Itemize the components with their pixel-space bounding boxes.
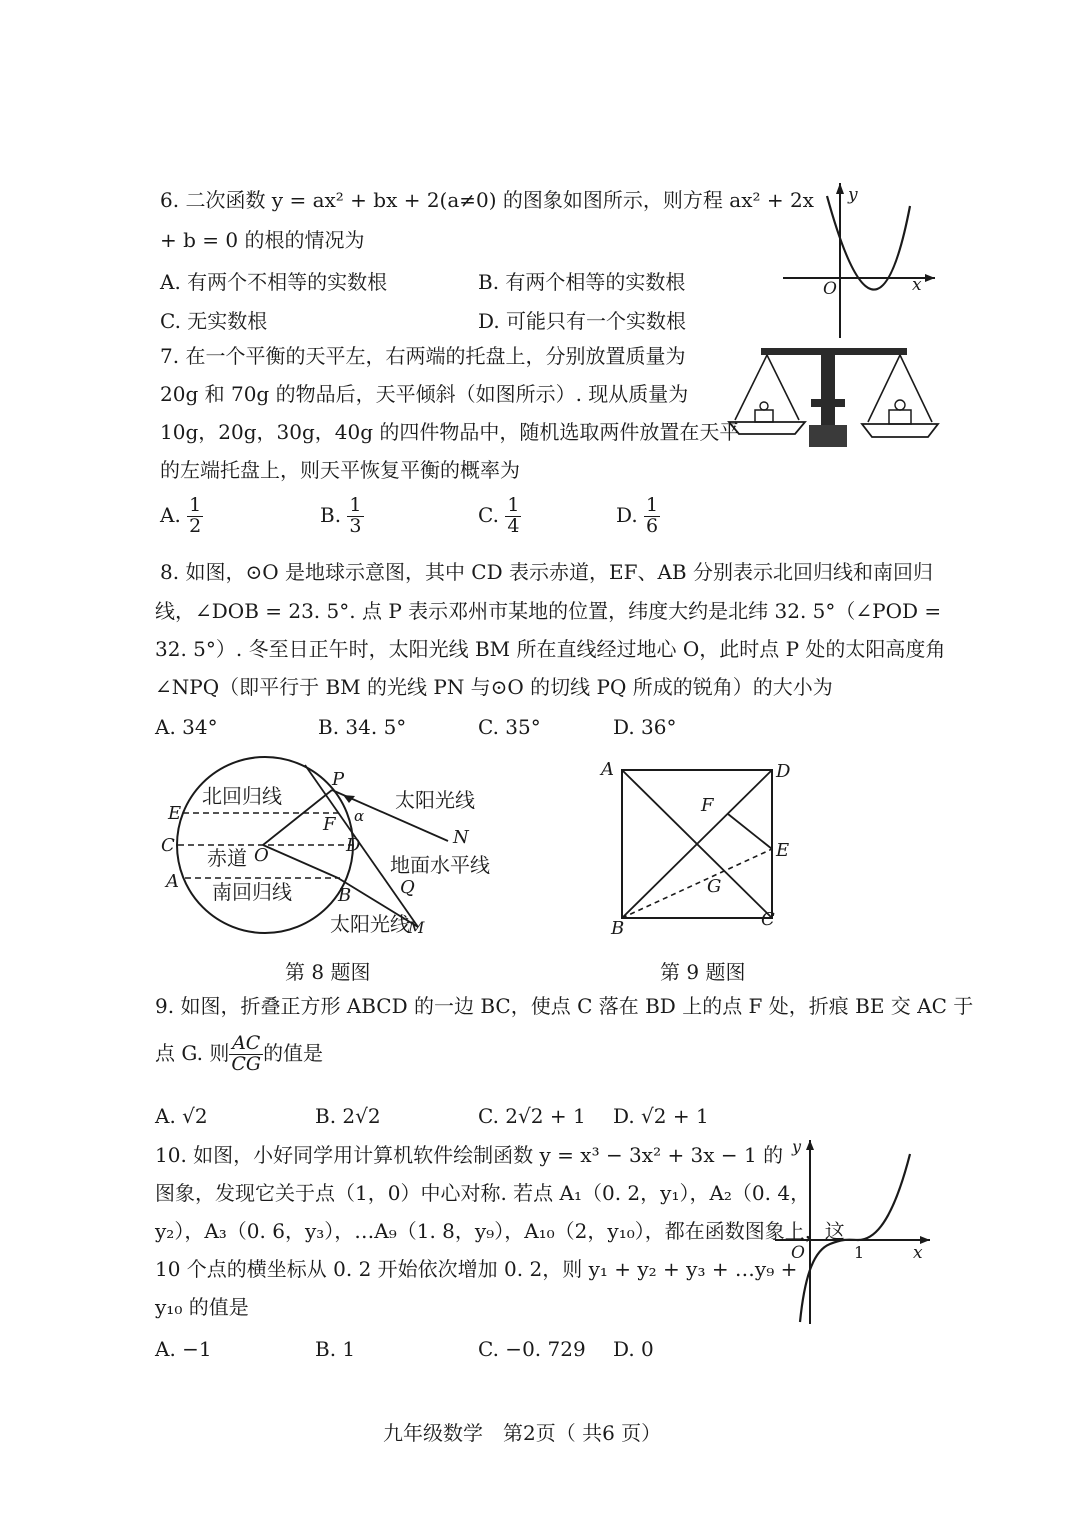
- q9-ratio-fraction: [229, 1034, 263, 1075]
- q8-option-d: D. 36°: [613, 715, 677, 739]
- q8-label-Q: Q: [400, 877, 415, 898]
- q9-line2-prefix: 点 G. 则: [155, 1040, 230, 1065]
- q9-line1: 9. 如图，折叠正方形 ABCD 的一边 BC，使点 C 落在 BD 上的点 F 处，折痕 BE 交 AC 于: [155, 994, 974, 1018]
- q7-right-weight-knob: [895, 400, 905, 410]
- q6-fig-y-label: y: [848, 185, 858, 205]
- q10-line4: 10 个点的横坐标从 0. 2 开始依次增加 0. 2，则 y₁ + y₂ + y₃ + …y₉ +: [155, 1257, 798, 1281]
- q6-fig-x-label: x: [912, 275, 922, 295]
- q7-left-pan: [729, 422, 805, 434]
- q9-crease-BE: [622, 849, 772, 918]
- q7-right-string-1: [868, 355, 900, 422]
- q7-option-d-denominator: 6: [646, 514, 659, 537]
- q7-option-c: [478, 496, 521, 537]
- q10-fig-y-label: y: [792, 1137, 802, 1156]
- q8-earth-figure: [150, 755, 510, 945]
- q7-balance-pillar-bottom: [821, 407, 835, 425]
- q9-line2-suffix: 的值是: [263, 1040, 324, 1065]
- q9-option-c: C. 2√2 + 1: [478, 1104, 586, 1128]
- q10-fig-one-label: 1: [854, 1243, 865, 1262]
- q10-fig-origin-label: O: [791, 1243, 805, 1263]
- page-footer: 九年级数学 第2页（ 共6 页）: [383, 1421, 662, 1445]
- q8-label-A: A: [166, 871, 179, 892]
- q10-option-d: D. 0: [613, 1337, 654, 1361]
- q7-option-b-numerator: 1: [349, 494, 362, 516]
- q9-label-F: F: [701, 795, 714, 816]
- q10-line2: 图象，发现它关于点（1，0）中心对称. 若点 A₁（0. 2，y₁），A₂（0. 4，: [155, 1181, 811, 1205]
- q9-ratio-denominator: CG: [231, 1052, 262, 1075]
- q8-line1: 8. 如图，⊙O 是地球示意图，其中 CD 表示赤道，EF、AB 分别表示北回归线和南回归: [160, 560, 933, 584]
- q7-option-b-label: B.: [320, 502, 342, 527]
- q7-option-d-label: D.: [616, 502, 638, 527]
- q8-label-B: B: [338, 885, 352, 906]
- q8-label-C: C: [161, 835, 175, 856]
- q8-figure-caption: 第 8 题图: [285, 960, 371, 984]
- q7-balance-figure: [725, 342, 940, 454]
- q7-left-weight: [755, 410, 773, 422]
- q8-label-ground-line: 地面水平线: [390, 853, 490, 877]
- q8-option-a: A. 34°: [155, 715, 218, 739]
- q6-parabola-figure: [775, 178, 950, 343]
- q8-label-D: D: [346, 835, 361, 856]
- q10-line1: 10. 如图，小好同学用计算机软件绘制函数 y = x³ − 3x² + 3x − 1 的: [155, 1143, 784, 1167]
- q9-label-B: B: [611, 918, 625, 939]
- q10-option-c: C. −0. 729: [478, 1337, 586, 1361]
- q8-label-P: P: [332, 769, 345, 790]
- q7-option-c-numerator: 1: [507, 494, 520, 516]
- q8-line-OB: [263, 845, 338, 878]
- q7-option-d: [616, 496, 660, 537]
- q7-option-a-denominator: 2: [189, 514, 202, 537]
- q8-line2: 线，∠DOB = 23. 5°. 点 P 表示邓州市某地的位置，纬度大约是北纬 32. 5°（∠POD =: [155, 599, 942, 623]
- q9-ratio-numerator: AC: [229, 1034, 263, 1055]
- q10-option-b: B. 1: [315, 1337, 356, 1361]
- q7-balance-pillar-top: [821, 355, 835, 399]
- q7-right-pan: [862, 424, 938, 437]
- q8-label-E: E: [168, 803, 182, 824]
- q6-line1: 6. 二次函数 y = ax² + bx + 2(a≠0) 的图象如图所示，则方程 ax² + 2x: [160, 188, 814, 212]
- q9-option-b: B. 2√2: [315, 1104, 381, 1128]
- q10-cubic-curve: [800, 1154, 910, 1322]
- q9-label-E: E: [776, 840, 790, 861]
- q6-option-d: D. 可能只有一个实数根: [478, 309, 687, 333]
- q6-line2: + b = 0 的根的情况为: [160, 228, 365, 252]
- q8-label-F: F: [323, 814, 336, 835]
- q9-option-d: D. √2 + 1: [613, 1104, 709, 1128]
- q7-balance-crossbar: [811, 399, 845, 407]
- q8-label-O: O: [254, 845, 269, 866]
- q8-label-south-tropic: 南回归线: [212, 880, 292, 904]
- q8-line3: 32. 5°）. 冬至日正午时，太阳光线 BM 所在直线经过地心 O，此时点 P 处的太阳高度角: [155, 637, 946, 661]
- q10-line3: y₂），A₃（0. 6，y₃），…A₉（1. 8，y₉），A₁₀（2，y₁₀），都在函数图象上，这: [155, 1219, 845, 1243]
- q9-label-A: A: [601, 759, 614, 780]
- q7-line1: 7. 在一个平衡的天平左，右两端的托盘上，分别放置质量为: [160, 344, 686, 368]
- q7-option-a-numerator: 1: [189, 494, 202, 516]
- q8-label-M: M: [408, 918, 425, 937]
- q8-label-N: N: [453, 827, 469, 848]
- q8-line4: ∠NPQ（即平行于 BM 的光线 PN 与⊙O 的切线 PQ 所成的锐角）的大小为: [155, 675, 833, 699]
- q8-label-sunray-bottom: 太阳光线: [330, 912, 410, 936]
- q8-label-equator: 赤道: [207, 846, 247, 870]
- q9-label-D: D: [776, 761, 791, 782]
- q7-balance-base: [809, 425, 847, 447]
- q7-option-b-denominator: 3: [349, 514, 362, 537]
- q7-option-a-label: A.: [160, 502, 181, 527]
- q8-label-alpha: α: [354, 807, 365, 825]
- q7-right-weight: [889, 410, 911, 424]
- q6-option-b: B. 有两个相等的实数根: [478, 270, 686, 294]
- q10-option-a: A. −1: [155, 1337, 212, 1361]
- q8-option-c: C. 35°: [478, 715, 541, 739]
- q6-option-c: C. 无实数根: [160, 309, 268, 333]
- q6-x-arrow: [925, 274, 935, 282]
- q9-line2: [155, 1034, 323, 1075]
- q10-fig-x-label: x: [913, 1243, 923, 1263]
- q7-right-string-2: [900, 355, 932, 422]
- q8-label-sunray-top: 太阳光线: [395, 788, 475, 812]
- q9-square-figure: [595, 755, 795, 945]
- q7-balance-beam: [761, 348, 907, 355]
- q7-left-weight-knob: [760, 402, 768, 410]
- q6-fig-origin-label: O: [823, 279, 837, 299]
- q9-figure-caption: 第 9 题图: [660, 960, 746, 984]
- q6-y-arrow: [836, 183, 844, 194]
- q7-option-c-fraction: [505, 496, 521, 537]
- q7-line4: 的左端托盘上，则天平恢复平衡的概率为: [160, 458, 520, 482]
- q10-y-arrow: [806, 1140, 814, 1150]
- q7-line2: 20g 和 70g 的物品后，天平倾斜（如图所示）. 现从质量为: [160, 382, 689, 406]
- q7-option-d-numerator: 1: [646, 494, 659, 516]
- q7-option-a-fraction: [187, 496, 203, 537]
- q9-label-C: C: [761, 909, 775, 930]
- q8-label-north-tropic: 北回归线: [202, 784, 282, 808]
- q7-option-c-denominator: 4: [507, 514, 520, 537]
- q9-segment-FE: [728, 814, 772, 849]
- q7-option-c-label: C.: [478, 502, 499, 527]
- q9-option-a: A. √2: [155, 1104, 208, 1128]
- q9-label-G: G: [707, 876, 722, 897]
- q7-line3: 10g，20g，30g，40g 的四件物品中，随机选取两件放置在天平: [160, 420, 740, 444]
- q8-option-b: B. 34. 5°: [318, 715, 407, 739]
- q10-cubic-figure: [770, 1132, 940, 1327]
- q6-option-a: A. 有两个不相等的实数根: [160, 270, 388, 294]
- q7-option-b-fraction: [347, 496, 363, 537]
- q7-option-a: [160, 496, 203, 537]
- q7-option-b: [320, 496, 364, 537]
- q10-line5: y₁₀ 的值是: [155, 1295, 249, 1319]
- q7-option-d-fraction: [644, 496, 660, 537]
